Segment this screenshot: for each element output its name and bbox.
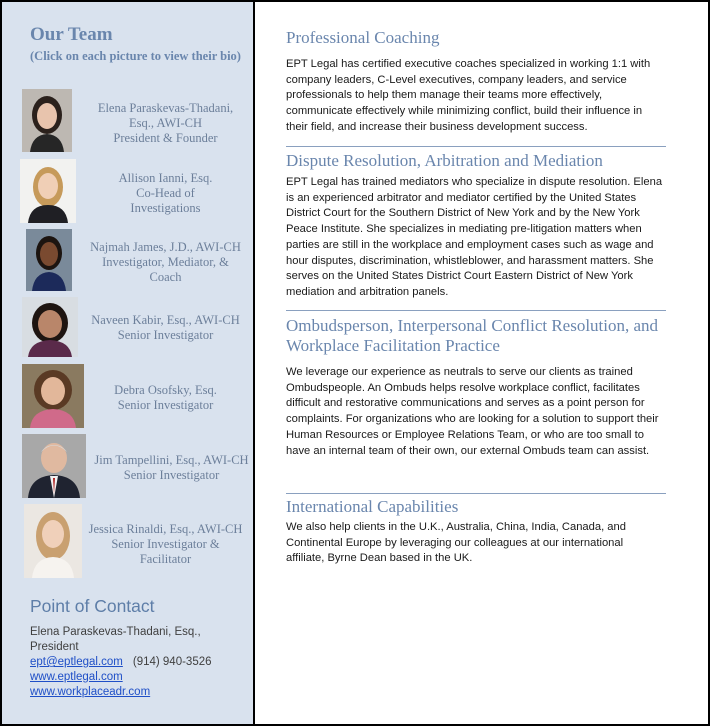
portrait-woman-blonde-icon (20, 159, 76, 223)
portrait-woman-brown-hair-icon (22, 364, 84, 428)
website-link-workplaceadr[interactable]: www.workplaceadr.com (30, 686, 151, 698)
contact-email-link[interactable]: ept@eptlegal.com (30, 656, 123, 668)
contact-phone: (914) 940-3526 (132, 656, 212, 668)
member-info-debra: Debra Osofsky, Esq. Senior Investigator (114, 383, 217, 412)
contact-website-workplaceadr (30, 686, 150, 698)
member-info-allison: Allison Ianni, Esq. Co-Head of Investigations (118, 171, 213, 215)
team-title: Our Team (30, 24, 113, 45)
heading-ombudsperson: Ombudsperson, Interpersonal Conflict Resolution, and Workplace Facilitation Practice (286, 316, 659, 355)
contact-email-row (30, 656, 212, 668)
member-info-jessica: Jessica Rinaldi, Esq., AWI-CH Senior Investigator & Facilitator (88, 522, 243, 566)
member-photo-allison[interactable] (20, 159, 76, 223)
body-dispute-resolution: EPT Legal has trained mediators who specialize in dispute resolution. Elena is an experienced arbitrator and mediator certified by the United States District Court for the Southern District of New York and by the New York Peace Institute. She specializes in mediating pre-litigation matters when parties are still in the workplace and employment cases such as wage and hour disputes, discrimination, whistleblower, and harassment matters. She serves on the United States District Court Eastern District of New York mediation and arbitration panels. (286, 176, 663, 298)
website-link-eptlegal[interactable]: www.eptlegal.com (30, 671, 123, 683)
heading-professional-coaching: Professional Coaching (286, 28, 440, 47)
team-subtitle: (Click on each picture to view their bio) (30, 49, 241, 63)
body-international: We also help clients in the U.K., Australia, China, India, Canada, and Continental Europe by leveraging our colleagues at our international affiliate, Byrne Dean based in the UK. (286, 521, 626, 565)
portrait-woman-dark-hair-icon (22, 297, 78, 357)
member-photo-jessica[interactable] (24, 504, 82, 578)
body-ombudsperson: We leverage our experience as neutrals to serve our clients as trained Ombudspeople. An Ombuds helps resolve workplace conflict, facilitates difficult and restorative communications and serves as a point person for complaints. For organizations who are looking for a solution to support their Human Resources or Employee Relations Team, or who are too small to have an internal team of their own, our external Ombuds team can assist. (286, 366, 659, 457)
member-info-naveen: Naveen Kabir, Esq., AWI-CH Senior Investigator (91, 313, 240, 342)
portrait-woman-dark-hair-icon (22, 89, 72, 152)
body-professional-coaching: EPT Legal has certified executive coaches specialized in working 1:1 with company leaders, C-Level executives, company leaders, and service professionals to help them manage their teams more effectively, communicate effectively while minimizing conflict, build their influence in their field, and increase their business development success. (286, 58, 651, 133)
contact-name: Elena Paraskevas-Thadani, Esq., (30, 626, 201, 638)
heading-international: International Capabilities (286, 497, 459, 516)
member-photo-elena[interactable] (22, 89, 72, 152)
portrait-woman-blonde-icon (24, 504, 82, 578)
section-divider (286, 493, 666, 494)
member-info-najmah: Najmah James, J.D., AWI-CH Investigator, Mediator, & Coach (90, 240, 241, 284)
contact-role: President (30, 641, 79, 653)
section-divider (286, 146, 666, 147)
member-photo-najmah[interactable] (26, 229, 72, 291)
portrait-woman-dark-icon (26, 229, 72, 291)
heading-dispute-resolution: Dispute Resolution, Arbitration and Mediation (286, 151, 603, 170)
member-photo-jim[interactable] (22, 434, 86, 498)
member-info-elena: Elena Paraskevas-Thadani, Esq., AWI-CH President & Founder (97, 101, 234, 145)
portrait-man-suit-icon (22, 434, 86, 498)
section-divider (286, 310, 666, 311)
member-photo-naveen[interactable] (22, 297, 78, 357)
member-info-jim: Jim Tampellini, Esq., AWI-CH Senior Investigator (94, 453, 249, 482)
contact-website-eptlegal (30, 671, 123, 683)
member-photo-debra[interactable] (22, 364, 84, 428)
contact-title: Point of Contact (30, 596, 155, 616)
